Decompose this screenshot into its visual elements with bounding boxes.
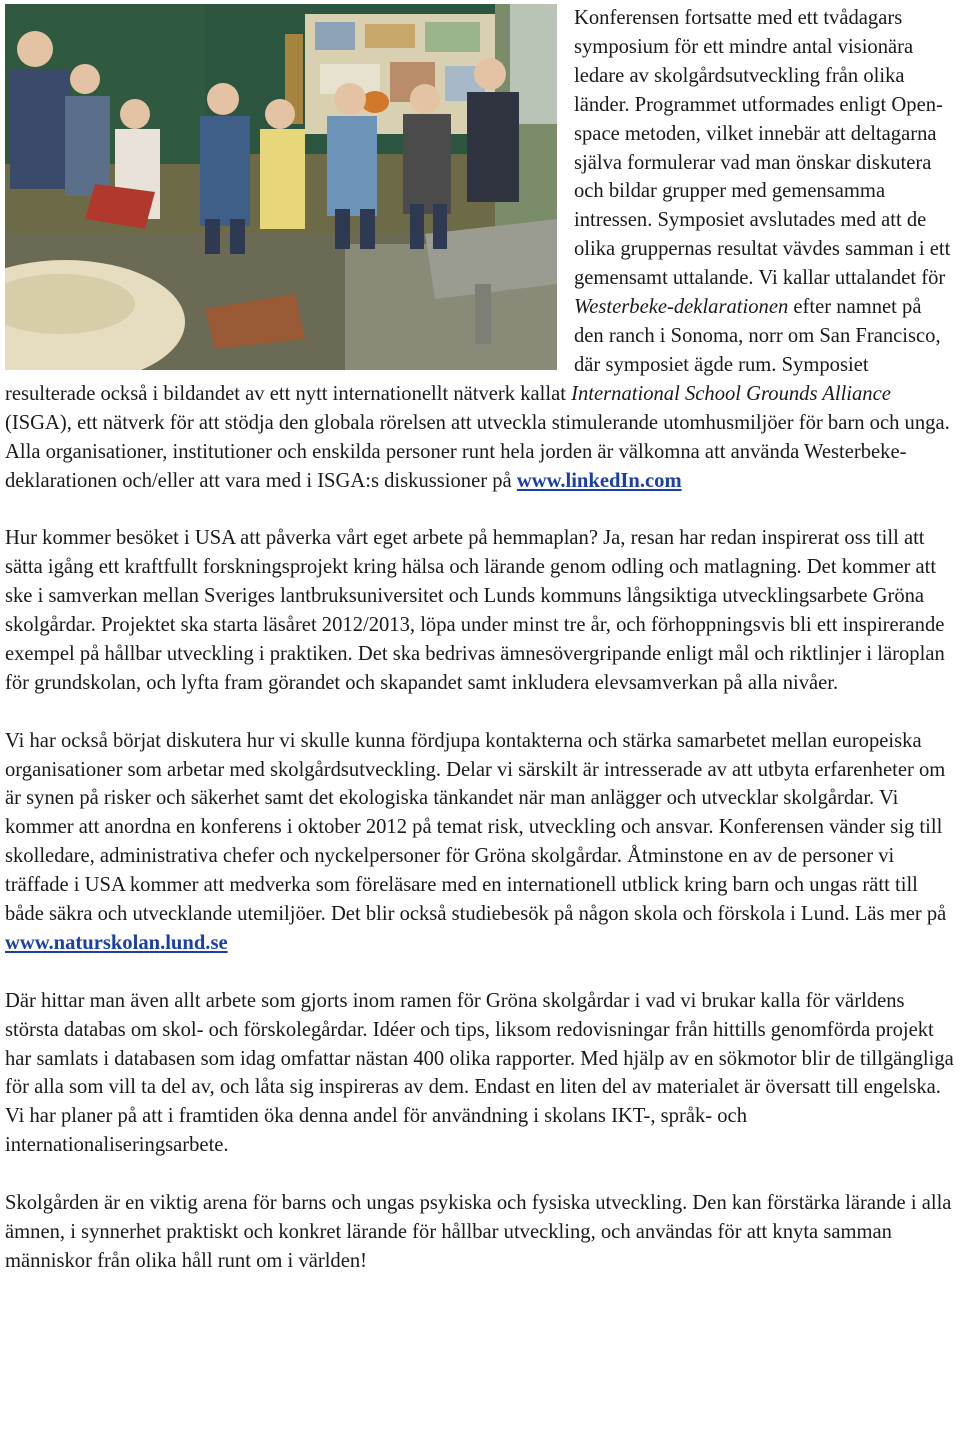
symposium-text-2: efter namnet på den ranch i Sonoma, norr om San Francisco, där symposiet ägde rum. Symposiet resulterade också i bildandet av ett nytt internationellt nätverk kallat (5, 296, 941, 405)
paragraph-conclusion: Skolgården är en viktig arena för barns och ungas psykiska och fysiska utveckling. Den kan förstärka lärande i alla ämnen, i synnerhet praktiskt och konkret lärande för hållbar utveckling, och användas för att knyta samman människor från olika håll runt om i världen! (5, 1192, 952, 1272)
paragraph-usa-visit: Hur kommer besöket i USA att påverka vårt eget arbete på hemmaplan? Ja, resan har redan inspirerat oss till att sätta igång ett kraftfullt forskningsprojekt kring hälsa och lärande genom odling och matlagning. Det kommer att ske i samverkan mellan Sveriges lantbruksuniversitet och Lunds kommuns långsiktiga utvecklingsarbete Gröna skolgårdar. Projektet ska starta läsåret 2012/2013, löpa under minst tre år, och förhoppningsvis bli ett inspirerande exempel på hållbar utveckling i praktiken. Det ska bedrivas ämnesövergripande enligt mål och riktlinjer i läroplan för grundskolan, och lyfta fram görandet och skapandet samt inkludera elevsamverkan på alla nivåer. (5, 527, 945, 694)
paragraph-spacer (5, 495, 956, 524)
paragraph-spacer (5, 1160, 956, 1189)
paragraph-spacer (5, 958, 956, 987)
paragraph-european-cooperation (5, 727, 956, 958)
symposium-text-3: (ISGA), ett nätverk för att stödja den globala rörelsen att utveckla stimulerande utomhusmiljöer för barn och unga. Alla organisationer, institutioner och enskilda personer runt hela jorden är välkomna att använda Westerbeke-deklarationen och/eller att vara med i ISGA:s diskussioner på (5, 411, 950, 492)
paragraph-spacer (5, 698, 956, 727)
symposium-text-1: Konferensen fortsatte med ett tvådagars symposium för ett mindre antal visionära ledare av skolgårdsutveckling från olika länder. Programmet utformades enligt Open-space metoden, vilket innebär att deltagarna själva formulerar vad man önskar diskutera och bildar grupper med gemensamma intressen. Symposiet avslutades med att de olika gruppernas resultat vävdes samman i ett gemensamt uttalande. Vi kallar uttalandet för (574, 7, 951, 290)
westerbeke-declaration-term: Westerbeke-deklarationen (574, 296, 789, 319)
naturskolan-link[interactable]: www.naturskolan.lund.se (5, 931, 228, 954)
group-discussion-photo (5, 4, 557, 370)
isga-name: International School Grounds Alliance (571, 382, 891, 405)
cooperation-text: Vi har också börjat diskutera hur vi skulle kunna fördjupa kontakterna och stärka samarbetet mellan europeiska organisationer som arbetar med skolgårdsutveckling. Delar vi särskilt är intresserade av att utbyta erfarenheter om är synen på risker och säkerhet samt det ekologiska tänkandet när man anlägger och utvecklar skolgårdar. Vi kommer att anordna en konferens i oktober 2012 på temat risk, utveckling och ansvar. Konferensen vänder sig till skolledare, administrativa chefer och nyckelpersoner för Gröna skolgårdar. Åtminstone en av de personer vi träffade i USA kommer att medverka som föreläsare med en internationell utblick kring barn och ungas rätt till både säkra och utvecklande utemiljöer. Det blir också studiebesök på någon skola och förskola i Lund. Läs mer på (5, 729, 947, 926)
photo-illustration (5, 4, 557, 370)
linkedin-link[interactable]: www.linkedIn.com (516, 469, 682, 492)
paragraph-database: Där hittar man även allt arbete som gjorts inom ramen för Gröna skolgårdar i vad vi brukar kalla för världens största databas om skol- och förskolegårdar. Idéer och tips, liksom redovisningar från hittills genomförda projekt har samlats i databasen som idag omfattar nästan 400 olika rapporter. Med hjälp av en sökmotor blir de tillgängliga för alla som vill ta del av, och låta sig inspireras av dem. Endast en liten del av materialet är översatt till engelska. Vi har planer på att i framtiden öka denna andel för användning i skolans IKT-, språk- och internationaliseringsarbete. (5, 989, 954, 1157)
